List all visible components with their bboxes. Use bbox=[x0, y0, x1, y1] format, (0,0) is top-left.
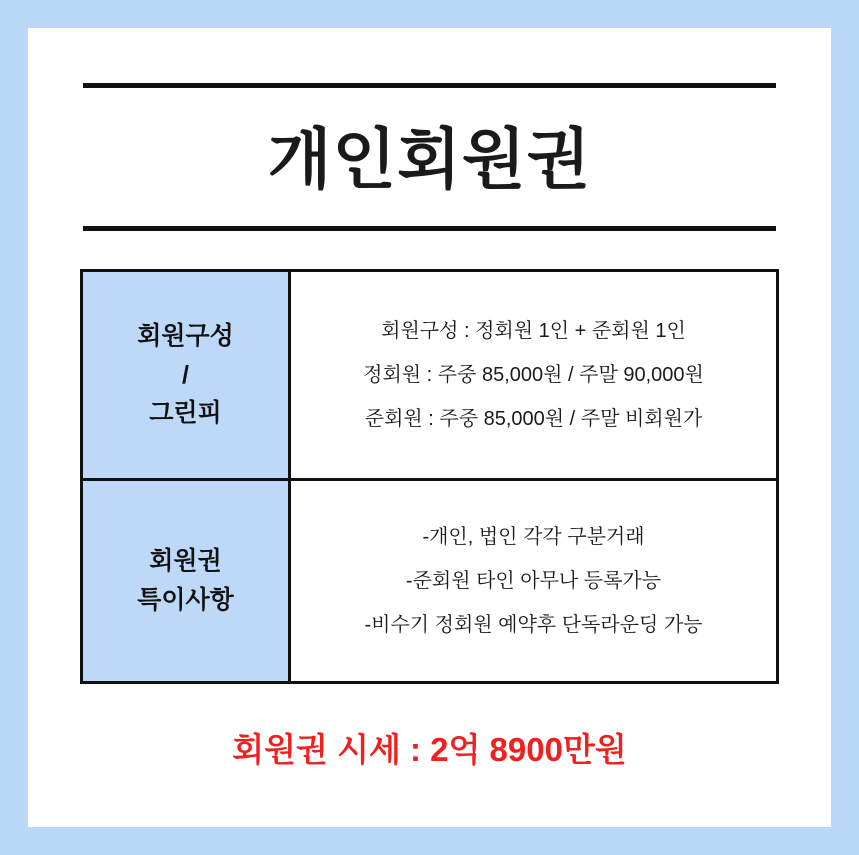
row-body-line: -비수기 정회원 예약후 단독라운딩 가능 bbox=[364, 614, 703, 636]
row-label-line: 회원권 bbox=[149, 547, 222, 576]
table-row bbox=[83, 481, 776, 681]
table-row bbox=[83, 272, 776, 481]
row-body-composition bbox=[291, 272, 776, 478]
page-title: 개인회원권 bbox=[267, 122, 592, 196]
row-body-line: -준회원 타인 아무나 등록가능 bbox=[405, 570, 662, 592]
membership-card bbox=[28, 28, 831, 827]
row-body-line: 준회원 : 주중 85,000원 / 주말 비회원가 bbox=[364, 408, 703, 430]
membership-table bbox=[80, 269, 779, 684]
row-label-line: 회원구성 bbox=[137, 321, 234, 350]
row-body-line: 정회원 : 주중 85,000원 / 주말 90,000원 bbox=[363, 364, 704, 386]
row-body-special-notes bbox=[291, 481, 776, 681]
row-label-line: 특이사항 bbox=[137, 586, 234, 614]
title-bottom-divider bbox=[83, 226, 776, 231]
title-block bbox=[83, 83, 776, 231]
row-label-line: / bbox=[182, 360, 189, 389]
row-body-line: -개인, 법인 각각 구분거래 bbox=[422, 526, 645, 548]
price-footer: 회원권 시세 : 2억 8900만원 bbox=[232, 731, 627, 768]
row-body-line: 회원구성 : 정회원 1인 + 준회원 1인 bbox=[381, 320, 686, 342]
row-label-composition bbox=[83, 272, 291, 478]
row-label-special-notes bbox=[83, 481, 291, 681]
row-label-line: 그린피 bbox=[149, 399, 222, 428]
